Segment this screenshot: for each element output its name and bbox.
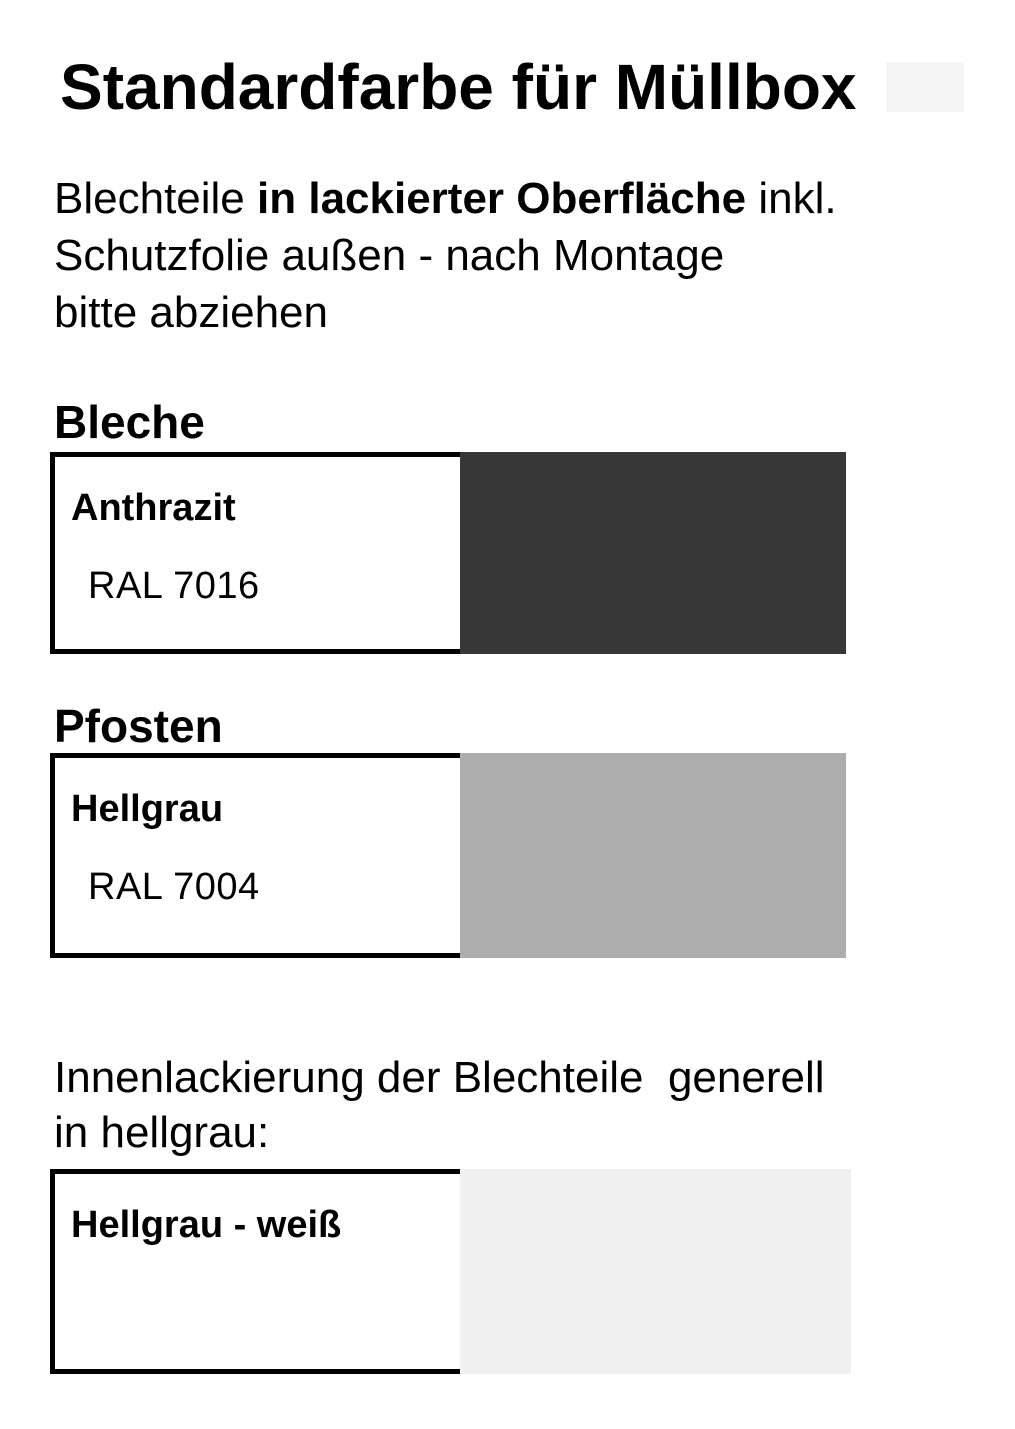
color-swatch-bleche — [460, 452, 846, 654]
page-title: Standardfarbe für Müllbox — [60, 51, 857, 123]
intro-line3: bitte abziehen — [54, 288, 328, 337]
swatch-row-innen — [50, 1169, 851, 1374]
intro-part1: Blechteile — [54, 174, 258, 223]
intro-line2: Schutzfolie außen - nach Montage — [54, 231, 725, 280]
intro-bold: in lackierter Oberfläche — [257, 174, 747, 223]
intro-part2: inkl. — [746, 174, 837, 223]
color-code-bleche: RAL 7016 — [88, 565, 260, 607]
color-name-pfosten: Hellgrau — [71, 788, 224, 830]
interior-paint-note: Innenlackierung der Blechteile generell in hellgrau: — [54, 1053, 825, 1157]
color-name-innen: Hellgrau - weiß — [71, 1204, 342, 1246]
swatch-row-bleche — [50, 452, 846, 654]
title-faded-residue — [886, 62, 964, 112]
color-label-box-pfosten — [50, 753, 460, 958]
color-swatch-innen — [460, 1169, 851, 1374]
section-label-bleche: Bleche — [54, 396, 205, 448]
section-label-pfosten: Pfosten — [54, 700, 223, 752]
swatch-row-pfosten — [50, 753, 846, 958]
color-code-pfosten: RAL 7004 — [88, 866, 260, 908]
color-swatch-pfosten — [460, 753, 846, 958]
color-label-box-bleche — [50, 452, 460, 654]
color-label-box-innen — [50, 1169, 460, 1374]
intro-text — [54, 170, 837, 341]
color-name-bleche: Anthrazit — [71, 487, 236, 529]
